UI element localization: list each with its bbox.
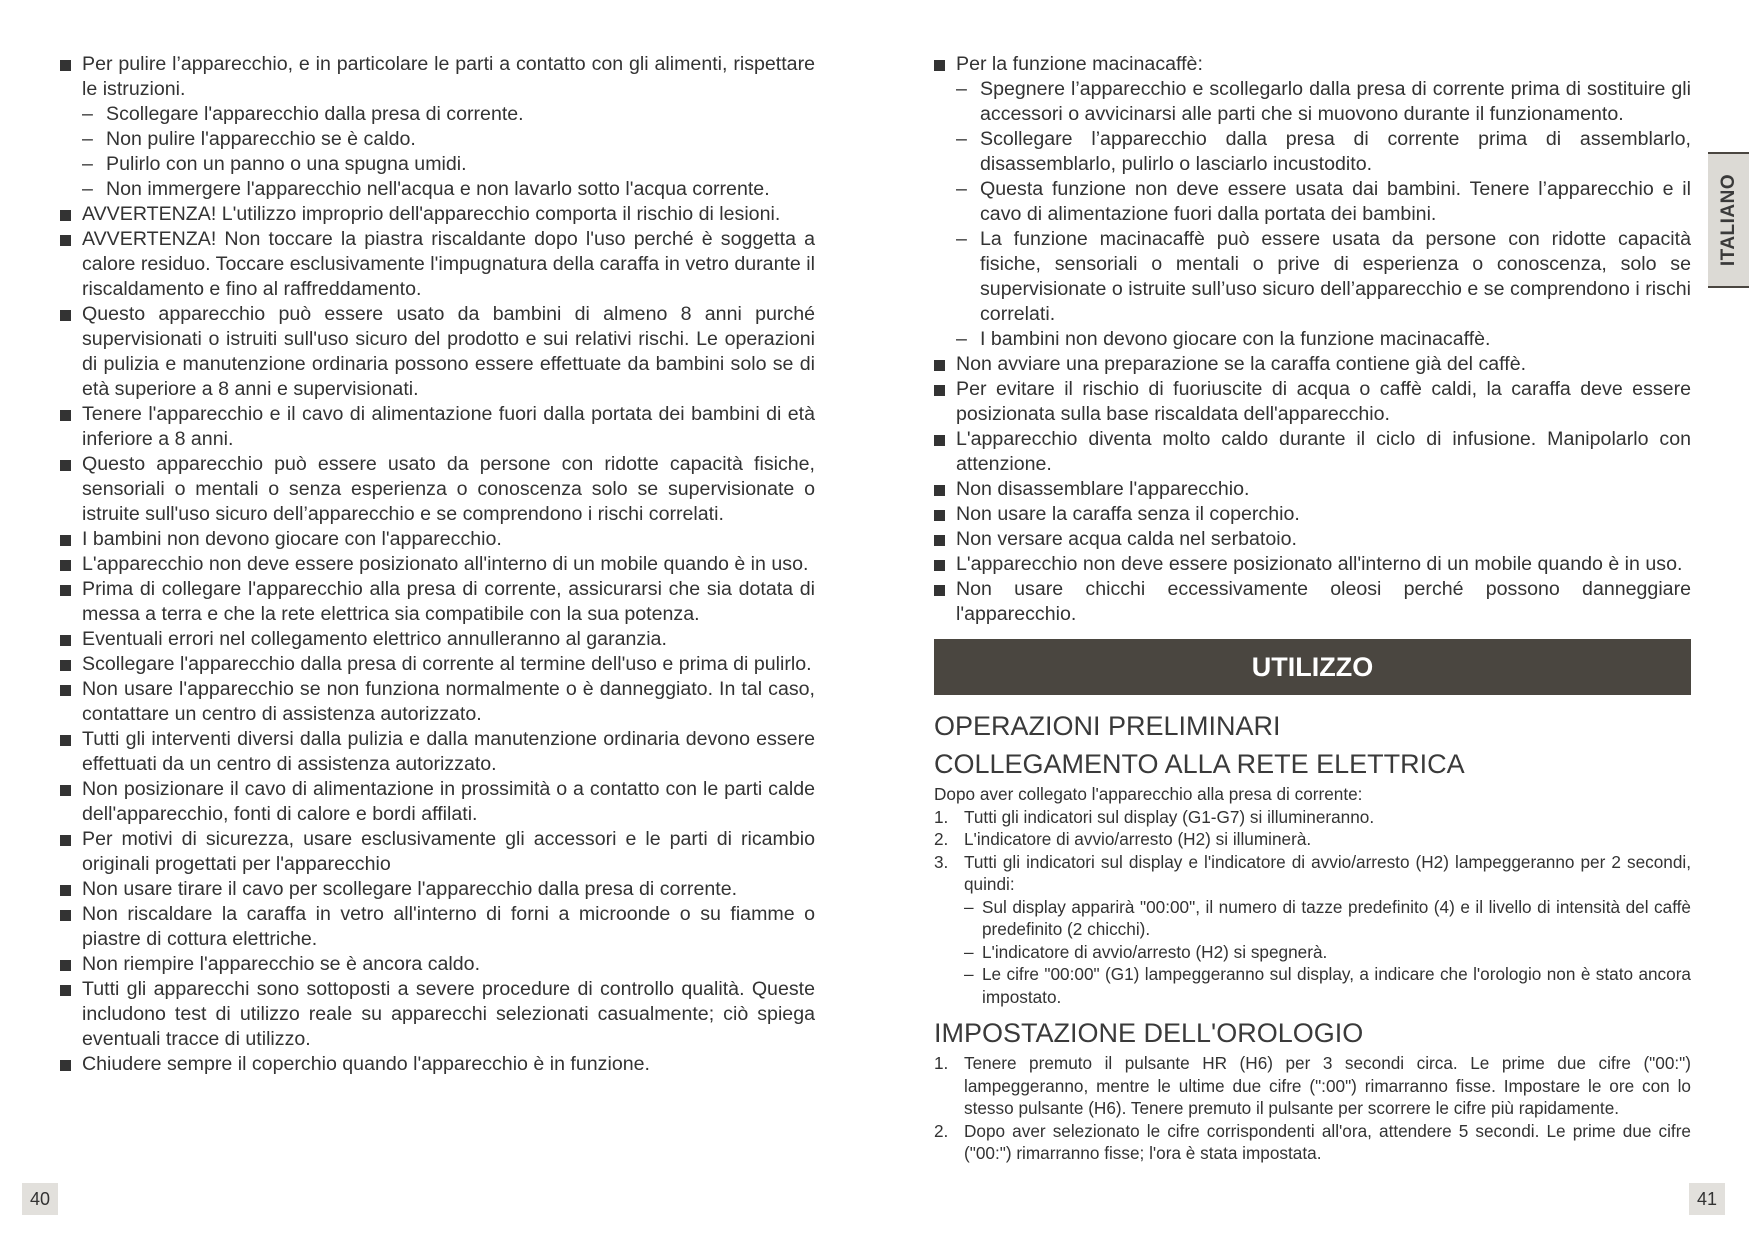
step-item [934, 806, 1691, 829]
sub-list-item: – Non immergere l'apparecchio nell'acqua e non lavarlo sotto l'acqua corrente. [82, 177, 815, 202]
language-tab-label: ITALIANO [1717, 173, 1739, 267]
sub-list-item: – La funzione macinacaffè può essere usata da persone con ridotte capacità fisiche, sensoriali o mentali o prive di esperienza o conoscenza, solo se supervisionate o istruite sull’uso sicuro dell’apparecchio e se comprendono i rischi correlati. [956, 227, 1691, 327]
sub-list-item: – Non pulire l'apparecchio se è caldo. [82, 127, 815, 152]
sub-list-item: – Questa funzione non deve essere usata dai bambini. Tenere l’apparecchio e il cavo di alimentazione fuori dalla portata dei bambini. [956, 177, 1691, 227]
list-item: Scollegare l'apparecchio dalla presa di corrente al termine dell'uso e prima di pulirlo. [60, 652, 815, 677]
list-item: I bambini non devono giocare con l'apparecchio. [60, 527, 815, 552]
list-item: Questo apparecchio può essere usato da persone con ridotte capacità fisiche, sensoriali o mentali o senza esperienza o conoscenza solo se supervisionate o istruite sull'uso sicuro dell’apparecchio e se comprendono i rischi correlati. [60, 452, 815, 527]
step-sub-item: – Le cifre "00:00" (G1) lampeggeranno sul display, a indicare che l'orologio non è stato ancora impostato. [964, 963, 1691, 1008]
heading-impostazione-orologio: IMPOSTAZIONE DELL'OROLOGIO [934, 1018, 1364, 1048]
list-item: Eventuali errori nel collegamento elettrico annulleranno al garanzia. [60, 627, 815, 652]
page-number-right: 41 [1689, 1183, 1725, 1215]
heading-collegamento: COLLEGAMENTO ALLA RETE ELETTRICA [934, 749, 1465, 779]
list-item: Tutti gli interventi diversi dalla pulizia e dalla manutenzione ordinaria devono essere effettuati da un centro di assistenza autorizzato. [60, 727, 815, 777]
list-item: Chiudere sempre il coperchio quando l'apparecchio è in funzione. [60, 1052, 815, 1077]
step-number: 2. [934, 829, 949, 849]
step-number: 1. [934, 1053, 949, 1073]
list-item: Questo apparecchio può essere usato da bambini di almeno 8 anni purché supervisionati o istruiti sull'uso sicuro del prodotto e sui relativi rischi. Le operazioni di pulizia e manutenzione ordinaria possono essere effettuate da bambini solo se di età superiore a 8 anni e supervisionati. [60, 302, 815, 402]
right-page-column [934, 52, 1691, 1165]
list-item [934, 52, 1691, 352]
language-tab [1708, 152, 1749, 288]
list-item: Non riempire l'apparecchio se è ancora caldo. [60, 952, 815, 977]
list-item-text: Per la funzione macinacaffè: [956, 53, 1203, 75]
list-item: Non usare chicchi eccessivamente oleosi perché possono danneggiare l'apparecchio. [934, 577, 1691, 627]
left-page-column [60, 52, 815, 1077]
left-bullet-list [60, 52, 815, 1077]
right-bullet-list [934, 52, 1691, 627]
step-sub-list [964, 896, 1691, 1009]
step-text: Dopo aver selezionato le cifre corrispondenti all'ora, attendere 5 secondi. Le prime due cifre ("00:") rimarranno fisse; l'ora è stata impostata. [964, 1120, 1691, 1163]
sub-list-item: – Pulirlo con un panno o una spugna umidi. [82, 152, 815, 177]
list-item: AVVERTENZA! Non toccare la piastra riscaldante dopo l'uso perché è soggetta a calore residuo. Toccare esclusivamente l'impugnatura della caraffa in vetro durante il riscaldamento e fino al raffreddamento. [60, 227, 815, 302]
list-item: Non disassemblare l'apparecchio. [934, 477, 1691, 502]
list-item: Non usare l'apparecchio se non funziona normalmente o è danneggiato. In tal caso, contattare un centro di assistenza autorizzato. [60, 677, 815, 727]
step-text: Tutti gli indicatori sul display (G1-G7) si illumineranno. [964, 806, 1375, 827]
sub-list-item: – Scollegare l'apparecchio dalla presa di corrente. [82, 102, 815, 127]
step-text: Tenere premuto il pulsante HR (H6) per 3 secondi circa. Le prime due cifre ("00:") lampeggeranno, mentre le ultime due cifre (":00") rimarranno fisse. Impostare le ore con lo stesso pulsante (H6). Tenere premuto il pulsante per scorrere le cifre più rapidamente. [964, 1053, 1691, 1118]
sub-list [956, 77, 1691, 352]
step-item [934, 1120, 1691, 1165]
step-item [934, 851, 1691, 1009]
list-item [60, 52, 815, 202]
step-text: L'indicatore di avvio/arresto (H2) si illuminerà. [964, 829, 1312, 849]
heading-operazioni-preliminari: OPERAZIONI PRELIMINARI [934, 711, 1281, 741]
step-sub-item: – Sul display apparirà "00:00", il numero di tazze predefinito (4) e il livello di intensità del caffè predefinito (2 chicchi). [964, 896, 1691, 941]
collegamento-steps [934, 806, 1691, 1009]
list-item: Per motivi di sicurezza, usare esclusivamente gli accessori e le parti di ricambio originali progettati per l'apparecchio [60, 827, 815, 877]
list-item: Tutti gli apparecchi sono sottoposti a severe procedure di controllo qualità. Queste includono test di utilizzo reale su apparecchi selezionati casualmente; ciò spiega eventuali tracce di utilizzo. [60, 977, 815, 1052]
list-item: L'apparecchio non deve essere posizionato all'interno di un mobile quando è in uso. [934, 552, 1691, 577]
step-item [934, 1052, 1691, 1120]
list-item: Non riscaldare la caraffa in vetro all'interno di forni a microonde o su fiamme o piastre di cottura elettriche. [60, 902, 815, 952]
step-number: 2. [934, 1120, 949, 1141]
list-item: Non versare acqua calda nel serbatoio. [934, 527, 1691, 552]
sub-list-item: – Scollegare l’apparecchio dalla presa di corrente prima di assemblarlo, disassemblarlo, pulirlo o lasciarlo incustodito. [956, 127, 1691, 177]
sub-list-item: – Spegnere l’apparecchio e scollegarlo dalla presa di corrente prima di sostituire gli accessori o avvicinarsi alle parti che si muovono durante il funzionamento. [956, 77, 1691, 127]
collegamento-intro: Dopo aver collegato l'apparecchio alla presa di corrente: [934, 784, 1363, 804]
step-number: 3. [934, 851, 949, 872]
orologio-steps [934, 1052, 1691, 1165]
step-sub-item: – L'indicatore di avvio/arresto (H2) si spegnerà. [964, 941, 1691, 964]
step-item [934, 828, 1691, 851]
list-item: AVVERTENZA! L'utilizzo improprio dell'apparecchio comporta il rischio di lesioni. [60, 202, 815, 227]
list-item: Per evitare il rischio di fuoriuscite di acqua o caffè caldi, la caraffa deve essere posizionata sulla base riscaldata dell'apparecchio. [934, 377, 1691, 427]
list-item: Tenere l'apparecchio e il cavo di alimentazione fuori dalla portata dei bambini di età inferiore a 8 anni. [60, 402, 815, 452]
list-item: Non usare la caraffa senza il coperchio. [934, 502, 1691, 527]
list-item: Prima di collegare l'apparecchio alla presa di corrente, assicurarsi che sia dotata di messa a terra e che la rete elettrica sia compatibile con la sua potenza. [60, 577, 815, 627]
page-number-left: 40 [22, 1183, 58, 1215]
list-item: Non avviare una preparazione se la caraffa contiene già del caffè. [934, 352, 1691, 377]
list-item: L'apparecchio diventa molto caldo durante il ciclo di infusione. Manipolarlo con attenzione. [934, 427, 1691, 477]
list-item: Non usare tirare il cavo per scollegare l'apparecchio dalla presa di corrente. [60, 877, 815, 902]
sub-list-item: – I bambini non devono giocare con la funzione macinacaffè. [956, 327, 1691, 352]
list-item: Non posizionare il cavo di alimentazione in prossimità o a contatto con le parti calde dell'apparecchio, fonti di calore e bordi affilati. [60, 777, 815, 827]
section-title-utilizzo: UTILIZZO [934, 639, 1691, 695]
sub-list [82, 102, 815, 202]
step-number: 1. [934, 806, 949, 827]
list-item-text: Per pulire l’apparecchio, e in particolare le parti a contatto con gli alimenti, rispettare le istruzioni. [82, 53, 815, 100]
list-item: L'apparecchio non deve essere posizionato all'interno di un mobile quando è in uso. [60, 552, 815, 577]
step-text: Tutti gli indicatori sul display e l'indicatore di avvio/arresto (H2) lampeggeranno per 2 secondi, quindi: [964, 851, 1691, 894]
